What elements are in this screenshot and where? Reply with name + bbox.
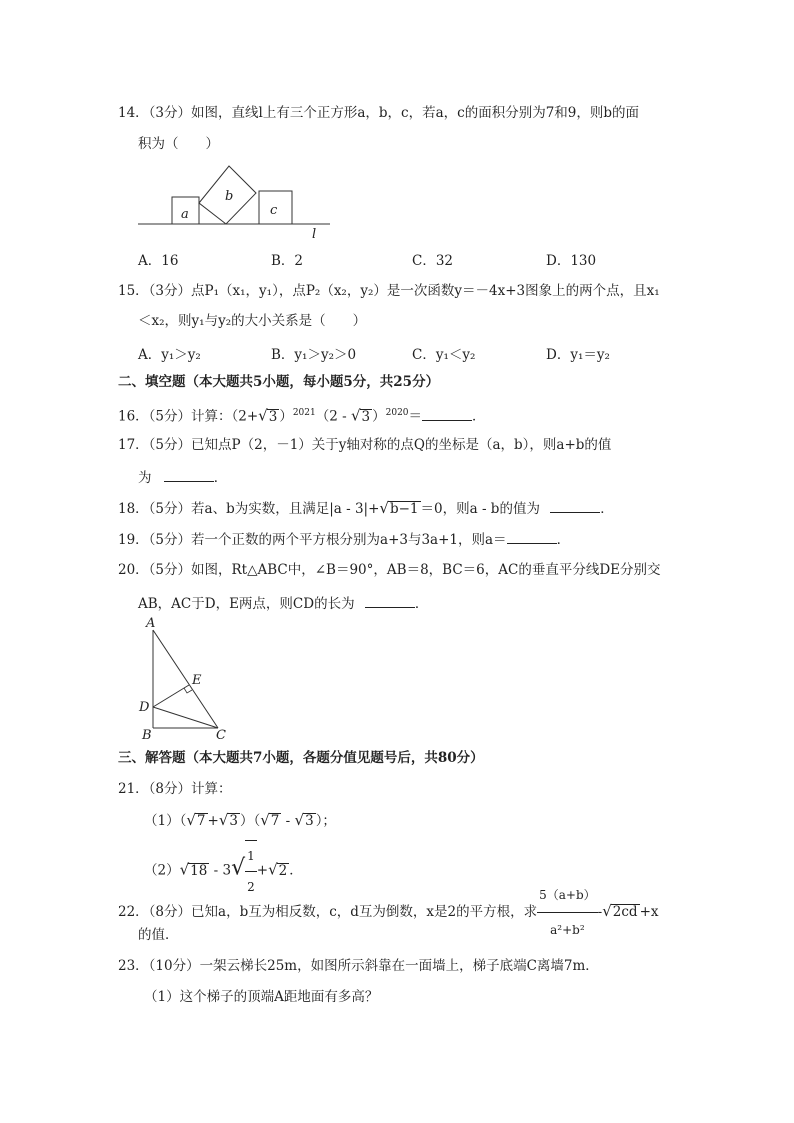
q15-option-b: B．y₁＞y₂＞0: [271, 347, 357, 363]
q18-answer-blank[interactable]: [550, 498, 600, 513]
q18-post: ＝0，则a - b的值为: [420, 501, 540, 517]
square-a-label: a: [181, 207, 189, 222]
q21-p1-radicand-3: 7: [270, 813, 280, 829]
q16-answer-blank[interactable]: [422, 406, 472, 421]
q21-p1-minus: -: [281, 813, 295, 829]
square-c-label: c: [270, 203, 278, 218]
q22-denominator: a²+b²: [550, 923, 585, 937]
section-2-heading: 二、填空题（本大题共5小题，每小题5分，共25分）: [118, 374, 440, 390]
q21-p1-mid: ）（: [239, 813, 261, 829]
q21-p1-end: ）；: [315, 813, 336, 829]
q22-minus: -: [597, 904, 603, 920]
q21-p2-plus: +: [256, 862, 269, 879]
section-3-heading: 三、解答题（本大题共7小题，各题分值见题号后，共80分）: [118, 750, 484, 766]
q15-line1: 15．（3分）点P₁（x₁，y₁），点P₂（x₂，y₂）是一次函数y＝－4x+3图象上的两个点，且x₁: [118, 283, 660, 299]
q15-option-d: D．y₁＝y₂: [546, 347, 610, 363]
q16-mid2: （2 -: [315, 408, 351, 425]
q21-p2-pre: （2）: [144, 862, 180, 879]
q17-line2-text: 为: [138, 470, 152, 486]
q21-part2: （2）√18 - 3√ $\frac{1}{2}$ +√2 ．: [144, 840, 303, 902]
q16: 16．（5分）计算：（2+√3 ）$^{2021}$（2 - √3 ）$^{2020}$＝ ．: [118, 406, 486, 425]
q21-p1-plus: +: [207, 813, 219, 829]
q19: [118, 529, 570, 549]
q21-p1-radicand-1: 7: [196, 813, 206, 829]
q14-option-a: A．16: [138, 253, 179, 269]
q18: 18．（5分）若a、b为实数，且满足|a - 3|+√b−1 ＝0，则a - b的值为 ．: [118, 499, 614, 517]
vertex-b-label: B: [142, 728, 152, 742]
q21-p2-radicand-1: 18: [190, 862, 208, 879]
q17-answer-blank[interactable]: [164, 467, 214, 482]
q16-mid3: ）: [372, 408, 386, 425]
q21-p1-radicand-2: 3: [229, 813, 238, 829]
q14-option-c: C．32: [412, 253, 454, 269]
vertex-c-label: C: [216, 728, 226, 742]
q17-end: ．: [213, 470, 228, 486]
q16-end: ．: [472, 408, 486, 425]
line-l-label: l: [312, 227, 317, 240]
q17-line2: [138, 467, 227, 487]
q22-numerator: 5（a+b）: [537, 878, 598, 913]
q16-post: ＝: [408, 408, 423, 425]
q19-end: ．: [556, 532, 571, 548]
q22-line1: 22．（8分）已知a，b互为相反数，c，d互为倒数，x是2的平方根，求 $\frac{5(a+b)}{\text{a²+b²}}$ -√2cd +x: [118, 878, 659, 947]
q18-end: ．: [600, 501, 614, 517]
q19-answer-blank[interactable]: [507, 529, 557, 544]
q21-p1-pre: （1）（: [144, 813, 187, 829]
q16-radicand-2: 3: [361, 408, 371, 425]
q20-triangle-figure: [134, 612, 244, 742]
q22-line2: 的值．: [138, 927, 179, 943]
vertex-e-label: E: [192, 673, 202, 688]
vertex-a-label: A: [146, 616, 156, 631]
q18-pre: 18．（5分）若a、b为实数，且满足|a - 3|+: [118, 501, 380, 517]
q14-squares-figure: [136, 160, 336, 240]
q16-exp1: 2021: [292, 408, 316, 418]
q20-end: ．: [414, 596, 429, 612]
q22-post: +x: [639, 904, 659, 920]
q21-p2-denominator: 2: [247, 880, 255, 894]
q14-option-b: B．2: [271, 253, 304, 269]
q21-p2-end: ．: [289, 862, 303, 879]
q16-mid1: ）: [279, 408, 293, 425]
q21-p2-mid: - 3: [209, 862, 232, 879]
q16-exp2: 2020: [385, 408, 409, 418]
q22-fraction: [537, 878, 598, 947]
square-b-label: b: [225, 189, 234, 204]
q23-line1: 23．（10分）一架云梯长25m，如图所示斜靠在一面墙上，梯子底端C离墙7m．: [118, 958, 599, 974]
q14-line2: 积为（ ）: [138, 136, 219, 152]
q15-line2: ＜x₂，则y₁与y₂的大小关系是（ ）: [138, 313, 367, 329]
q15-option-a: A．y₁＞y₂: [138, 347, 201, 363]
q16-pre: 16．（5分）计算：（2+: [118, 408, 259, 425]
q22-radicand: 2cd: [612, 904, 638, 920]
q21-p2-radicand-2: 2: [278, 862, 288, 879]
q17-line1: 17．（5分）已知点P（2，－1）关于y轴对称的点Q的坐标是（a，b），则a+b的值: [118, 437, 612, 453]
q21-p2-numerator: 1: [245, 841, 257, 872]
q22-pre: 22．（8分）已知a，b互为相反数，c，d互为倒数，x是2的平方根，求: [118, 904, 538, 920]
q14-line1: 14．（3分）如图，直线l上有三个正方形a，b，c，若a，c的面积分别为7和9，则b的面: [118, 105, 640, 121]
q15-option-c: C．y₁＜y₂: [412, 347, 476, 363]
q19-pre: 19．（5分）若一个正数的两个平方根分别为a+3与3a+1，则a＝: [118, 532, 507, 548]
q20-line1: 20．（5分）如图，Rt△ABC中，∠B＝90°，AB＝8，BC＝6，AC的垂直平分线DE分别交: [118, 562, 661, 578]
q21-p1-radicand-4: 3: [305, 813, 314, 829]
q14-option-d: D．130: [546, 253, 597, 269]
q20-answer-blank[interactable]: [365, 593, 415, 608]
vertex-d-label: D: [139, 700, 150, 715]
q21-part1: （1）（√7 +√3 ）（√7 - √3 ）；: [144, 811, 336, 829]
q20-line2-text: AB，AC于D，E两点，则CD的长为: [138, 596, 355, 612]
q21-line1: 21．（8分）计算：: [118, 781, 232, 797]
q18-radicand: b−1: [389, 501, 419, 517]
q23-line2: （1）这个梯子的顶端A距地面有多高？: [144, 989, 379, 1005]
q16-radicand-1: 3: [268, 408, 278, 425]
q20-line2: [138, 593, 428, 613]
